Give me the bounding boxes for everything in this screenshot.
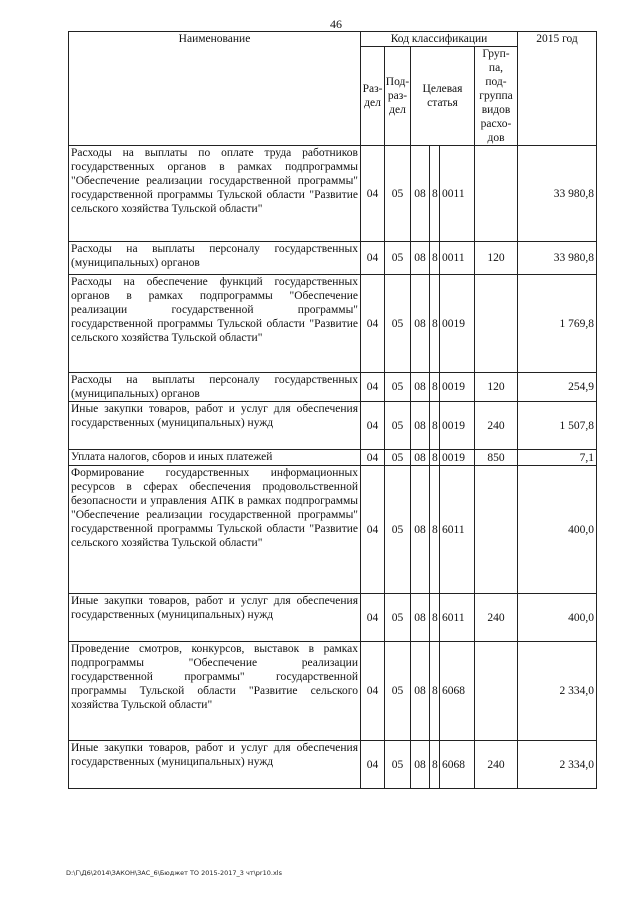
row-razdel: 04 xyxy=(361,146,385,242)
row-razdel: 04 xyxy=(361,450,385,466)
row-podrazdel: 05 xyxy=(385,146,411,242)
table-row xyxy=(69,466,597,594)
row-name: Иные закупки товаров, работ и услуг для обеспечения государственных (муниципальных) нужд xyxy=(69,402,361,450)
row-amount: 33 980,8 xyxy=(518,242,597,275)
row-target-3: 0019 xyxy=(440,275,475,373)
row-group xyxy=(475,642,518,741)
row-target-2: 8 xyxy=(430,741,440,789)
row-name: Иные закупки товаров, работ и услуг для обеспечения государственных (муниципальных) нужд xyxy=(69,741,361,789)
row-podrazdel: 05 xyxy=(385,642,411,741)
table-row xyxy=(69,402,597,450)
row-target-2: 8 xyxy=(430,594,440,642)
header-row-top xyxy=(69,32,597,47)
table-row xyxy=(69,594,597,642)
row-name: Формирование государственных информационных ресурсов в сферах обеспечения продовольственной безопасности и управления АПК в рамках подпрограммы "Обеспечение реализации государственной программы" государственной программы Тульской области "Развитие сельского хозяйства Тульской области" xyxy=(69,466,361,594)
row-razdel: 04 xyxy=(361,275,385,373)
row-group xyxy=(475,275,518,373)
row-razdel: 04 xyxy=(361,466,385,594)
row-group: 240 xyxy=(475,402,518,450)
row-name: Расходы на обеспечение функций государственных органов в рамках подпрограммы "Обеспечение реализации государственной программы" государственной программы Тульской области "Развитие сельского хозяйства Тульской области" xyxy=(69,275,361,373)
row-target-3: 6068 xyxy=(440,642,475,741)
header-group: Груп-па, под-группа видов расхо-дов xyxy=(475,47,518,146)
row-target-3: 0019 xyxy=(440,373,475,402)
budget-table xyxy=(68,31,597,789)
row-amount: 254,9 xyxy=(518,373,597,402)
row-target-1: 08 xyxy=(411,275,430,373)
row-target-3: 0019 xyxy=(440,450,475,466)
row-target-3: 0019 xyxy=(440,402,475,450)
header-name: Наименование xyxy=(69,32,361,146)
row-target-2: 8 xyxy=(430,146,440,242)
row-target-2: 8 xyxy=(430,642,440,741)
table-row xyxy=(69,373,597,402)
row-podrazdel: 05 xyxy=(385,275,411,373)
row-group: 240 xyxy=(475,594,518,642)
row-razdel: 04 xyxy=(361,741,385,789)
row-target-1: 08 xyxy=(411,242,430,275)
table-row xyxy=(69,642,597,741)
row-target-1: 08 xyxy=(411,741,430,789)
header-year: 2015 год xyxy=(518,32,597,146)
row-target-3: 6011 xyxy=(440,466,475,594)
row-target-1: 08 xyxy=(411,146,430,242)
header-podrazdel: Под-раз-дел xyxy=(385,47,411,146)
row-name: Расходы на выплаты персоналу государственных (муниципальных) органов xyxy=(69,373,361,402)
row-target-1: 08 xyxy=(411,642,430,741)
row-name: Проведение смотров, конкурсов, выставок в рамках подпрограммы "Обеспечение реализации государственной программы" государственной программы Тульской области "Развитие сельского хозяйства Тульской области" xyxy=(69,642,361,741)
row-podrazdel: 05 xyxy=(385,402,411,450)
row-target-2: 8 xyxy=(430,466,440,594)
row-group: 120 xyxy=(475,373,518,402)
row-target-2: 8 xyxy=(430,373,440,402)
row-podrazdel: 05 xyxy=(385,450,411,466)
row-target-2: 8 xyxy=(430,402,440,450)
row-razdel: 04 xyxy=(361,402,385,450)
row-target-1: 08 xyxy=(411,373,430,402)
file-path: D:\Г\Д6\2014\ЗАКОН\ЗАС_6\Бюджет ТО 2015-2017_3 чт\pr10.xls xyxy=(66,869,282,877)
row-amount: 2 334,0 xyxy=(518,642,597,741)
row-podrazdel: 05 xyxy=(385,373,411,402)
table-row xyxy=(69,275,597,373)
row-podrazdel: 05 xyxy=(385,741,411,789)
row-target-2: 8 xyxy=(430,450,440,466)
row-target-1: 08 xyxy=(411,594,430,642)
row-group: 120 xyxy=(475,242,518,275)
row-target-2: 8 xyxy=(430,275,440,373)
header-classification: Код классификации xyxy=(361,32,518,47)
row-razdel: 04 xyxy=(361,373,385,402)
row-razdel: 04 xyxy=(361,642,385,741)
header-target: Целевая статья xyxy=(411,47,475,146)
row-amount: 400,0 xyxy=(518,594,597,642)
row-group xyxy=(475,466,518,594)
row-amount: 400,0 xyxy=(518,466,597,594)
row-target-2: 8 xyxy=(430,242,440,275)
row-name: Расходы на выплаты персоналу государственных (муниципальных) органов xyxy=(69,242,361,275)
row-name: Уплата налогов, сборов и иных платежей xyxy=(69,450,361,466)
row-target-1: 08 xyxy=(411,450,430,466)
row-target-3: 0011 xyxy=(440,146,475,242)
row-target-1: 08 xyxy=(411,466,430,594)
row-podrazdel: 05 xyxy=(385,594,411,642)
row-target-3: 0011 xyxy=(440,242,475,275)
table-row xyxy=(69,450,597,466)
row-amount: 2 334,0 xyxy=(518,741,597,789)
table-row xyxy=(69,741,597,789)
table-row xyxy=(69,146,597,242)
header-razdel: Раз-дел xyxy=(361,47,385,146)
row-podrazdel: 05 xyxy=(385,242,411,275)
row-group: 850 xyxy=(475,450,518,466)
row-podrazdel: 05 xyxy=(385,466,411,594)
table-row xyxy=(69,242,597,275)
row-razdel: 04 xyxy=(361,594,385,642)
row-target-3: 6011 xyxy=(440,594,475,642)
row-amount: 1 769,8 xyxy=(518,275,597,373)
row-target-3: 6068 xyxy=(440,741,475,789)
row-name: Расходы на выплаты по оплате труда работников государственных органов в рамках подпрограммы "Обеспечение реализации государственной программы" государственной программы Тульской области "Развитие сельского хозяйства Тульской области" xyxy=(69,146,361,242)
row-amount: 1 507,8 xyxy=(518,402,597,450)
row-name: Иные закупки товаров, работ и услуг для обеспечения государственных (муниципальных) нужд xyxy=(69,594,361,642)
row-group: 240 xyxy=(475,741,518,789)
row-amount: 33 980,8 xyxy=(518,146,597,242)
row-group xyxy=(475,146,518,242)
row-target-1: 08 xyxy=(411,402,430,450)
page-number: 46 xyxy=(330,17,342,31)
row-amount: 7,1 xyxy=(518,450,597,466)
row-razdel: 04 xyxy=(361,242,385,275)
